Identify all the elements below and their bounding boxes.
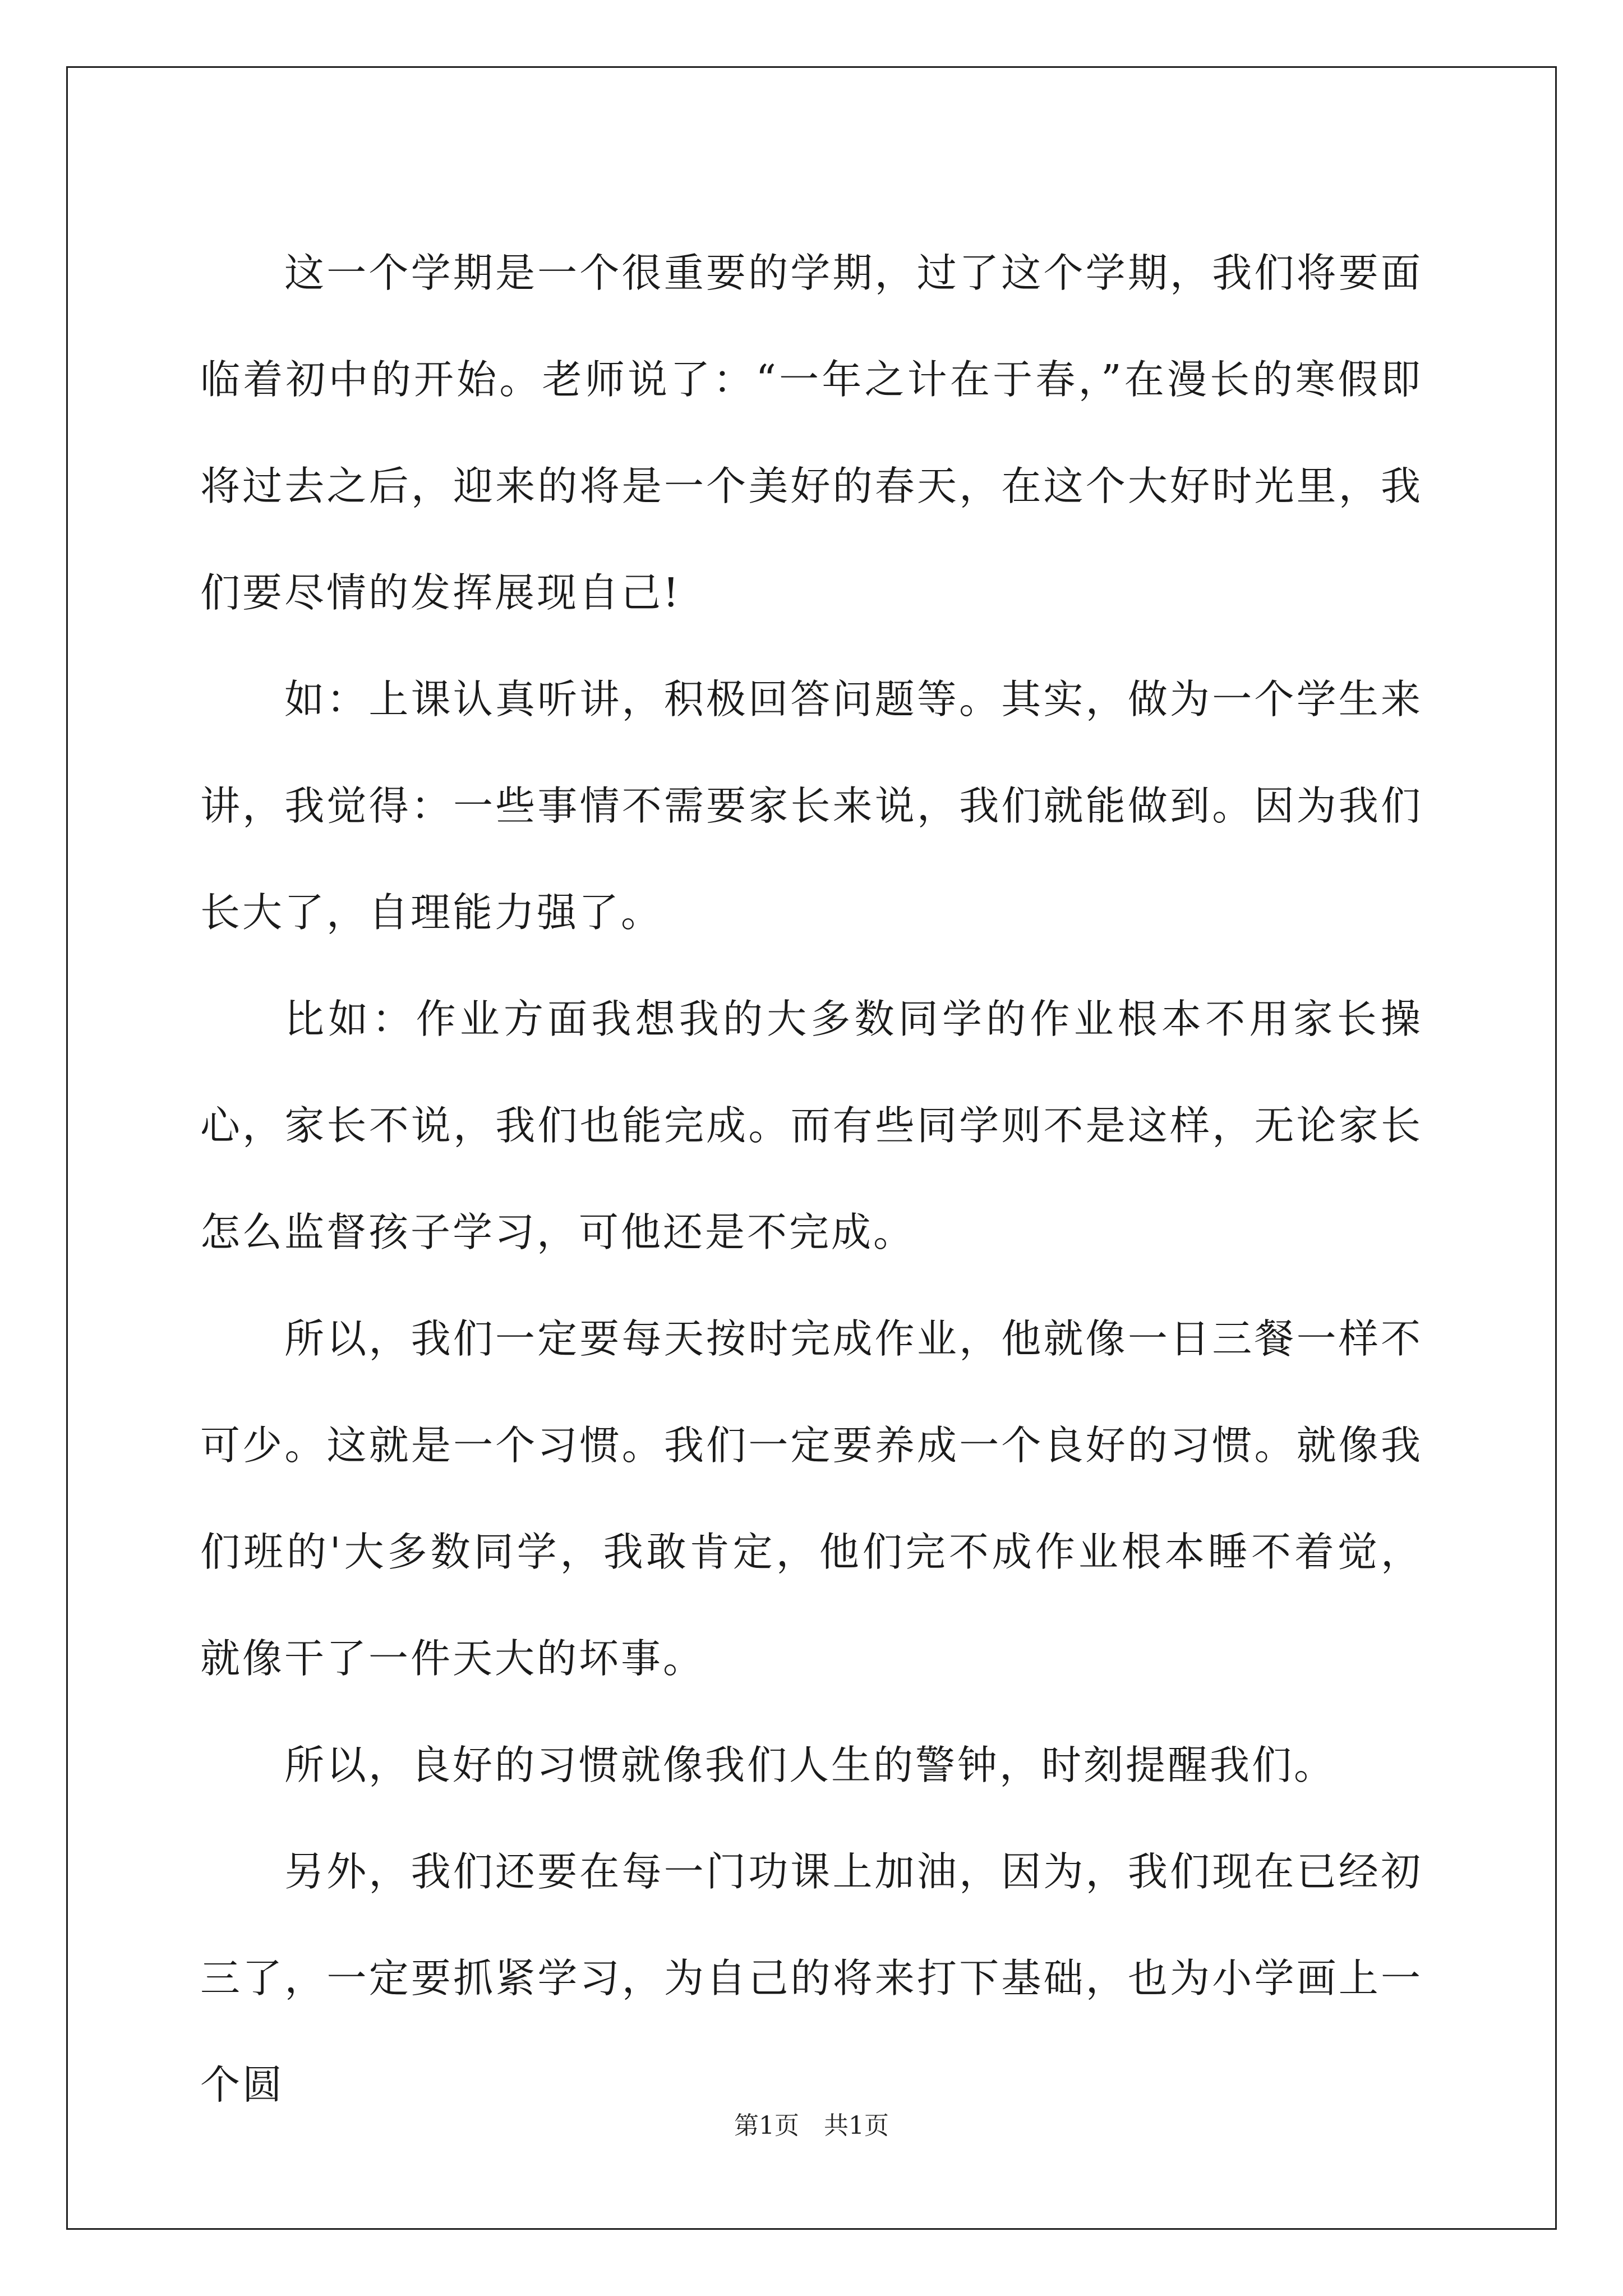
paragraph-5: 所以，良好的习惯就像我们人生的警钟，时刻提醒我们。 <box>284 1742 1336 1788</box>
paragraph-3: 比如：作业方面我想我的大多数同学的作业根本不用家长操心，家长不说，我们也能完成。而有些同学则不是这样，无论家长怎么监督孩子学习，可他还是不完成。 <box>200 996 1423 1255</box>
paragraph-4: 所以，我们一定要每天按时完成作业，他就像一日三餐一样不可少。这就是一个习惯。我们一定要养成一个良好的习惯。就像我们班的'大多数同学，我敢肯定，他们完不成作业根本睡不着觉，就像干了一件天大的坏事。 <box>200 1315 1423 1682</box>
document-body <box>200 220 1423 2138</box>
paragraph-2: 如：上课认真听讲，积极回答问题等。其实，做为一个学生来讲，我觉得：一些事情不需要家长来说，我们就能做到。因为我们长大了，自理能力强了。 <box>200 676 1423 936</box>
paragraph-6: 另外，我们还要在每一门功课上加油，因为，我们现在已经初三了，一定要抓紧学习，为自己的将来打下基础，也为小学画上一个圆 <box>200 1848 1423 2108</box>
paragraph-1: 这一个学期是一个很重要的学期，过了这个学期，我们将要面临着初中的开始。老师说了：“一年之计在于春，”在漫长的寒假即将过去之后，迎来的将是一个美好的春天，在这个大好时光里，我们要尽情的发挥展现自己! <box>200 250 1423 616</box>
page-number-footer: 第1页 共1页 <box>734 2111 889 2140</box>
